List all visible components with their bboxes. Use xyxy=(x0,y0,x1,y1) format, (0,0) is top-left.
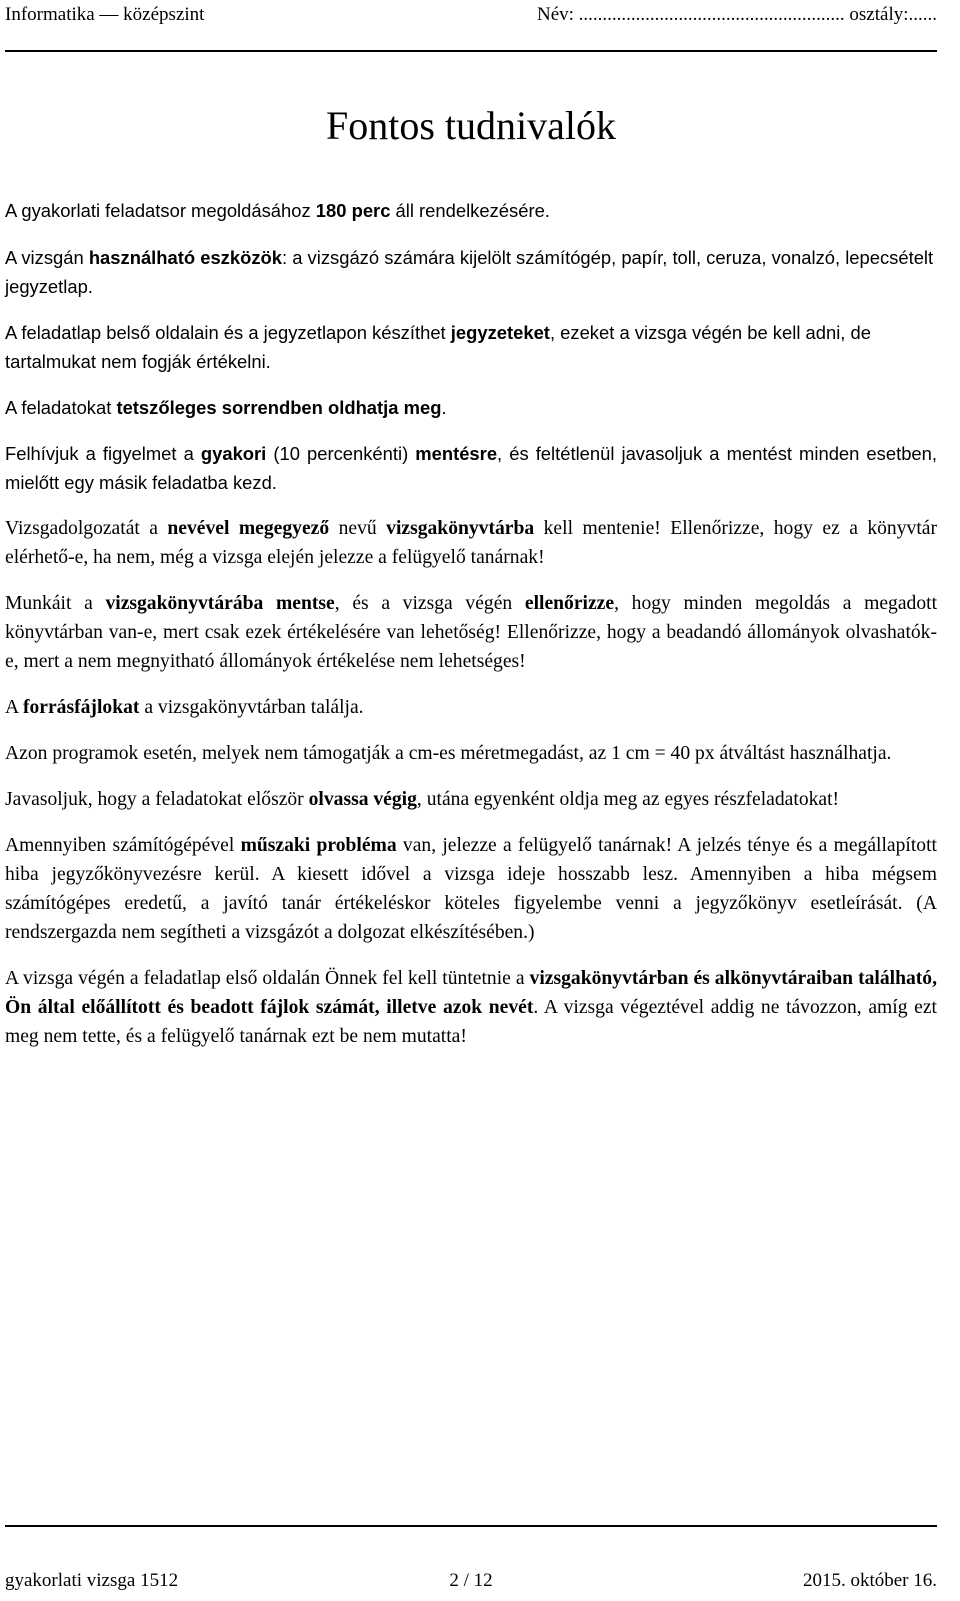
paragraph-read-through xyxy=(5,785,937,814)
text-bold: jegyzeteket xyxy=(450,322,550,343)
page-footer xyxy=(5,1566,937,1598)
text: a vizsgakönyvtárban találja. xyxy=(139,697,364,718)
footer-divider xyxy=(5,1525,937,1527)
text: Vizsgadolgozatát a xyxy=(5,518,168,539)
text: A feladatlap belső oldalain és a jegyzetlapon készíthet xyxy=(5,322,451,343)
text: A gyakorlati feladatsor megoldásához xyxy=(5,200,316,221)
text: áll rendelkezésére. xyxy=(390,200,550,221)
text: . xyxy=(441,397,447,418)
paragraph-tools xyxy=(5,243,937,301)
text: A feladatokat xyxy=(5,397,117,418)
text-bold: nevével megegyező xyxy=(167,518,330,539)
footer-exam-code: gyakorlati vizsga 1512 xyxy=(5,1570,179,1591)
paragraph-check xyxy=(5,589,937,676)
paragraph-units xyxy=(5,739,937,768)
text-bold: mentésre xyxy=(415,443,498,464)
page-header xyxy=(5,0,937,34)
instructions-body xyxy=(5,196,937,1051)
text-bold: gyakori xyxy=(200,443,267,464)
paragraph-time xyxy=(5,196,937,225)
paragraph-folder xyxy=(5,514,937,572)
paragraph-notes xyxy=(5,318,937,376)
text: Javasoljuk, hogy a feladatokat először xyxy=(5,789,309,810)
header-name-class-field: Név: ........................................................ osztály:...... xyxy=(536,4,937,25)
text-bold: tetszőleges sorrendben oldhatja meg xyxy=(116,397,442,418)
text: Felhívjuk a figyelmet a xyxy=(5,443,201,464)
paragraph-file-count xyxy=(5,964,937,1051)
header-divider xyxy=(5,50,937,52)
text: (10 percenkénti) xyxy=(266,443,416,464)
text: , hogy minden megoldás a megadott könyvtárban van-e, mert csak ezek értékelésére van lehetőség! Ellenőrizze, hogy a beadandó állományok olvashatók-e, mert a nem megnyitható állományok értékelése nem lehetséges! xyxy=(5,593,938,672)
text-bold: használható eszközök xyxy=(88,247,282,268)
text: : a vizsgázó számára kijelölt számítógép, papír, toll, ceruza, vonalzó, lepecsételt jegyzetlap. xyxy=(5,247,934,297)
text: Azon programok esetén, melyek nem támogatják a cm-es méretmegadást, az 1 cm = 40 px átváltást használhatja. xyxy=(5,743,892,764)
text: Amennyiben számítógépével xyxy=(5,835,241,856)
text: A vizsgán xyxy=(5,247,89,268)
paragraph-source-files xyxy=(5,693,937,722)
paragraph-saving xyxy=(5,439,937,497)
text: van, jelezze a felügyelő tanárnak! A jelzés ténye és a megállapított hiba jegyzőkönyvezésre kerül. A kiesett idővel a vizsga ideje hosszabb lesz. Amennyiben a hiba mégsem számítógépes eredetű, a javító tanár értékeléskor köteles figyelembe venni a jegyzőkönyv esetleírását. (A rendszergazda nem segítheti a vizsgázót a dolgozat elkészítésében.) xyxy=(5,835,937,943)
text: , utána egyenként oldja meg az egyes részfeladatokat! xyxy=(416,789,840,810)
footer-page-number: 2 / 12 xyxy=(449,1570,493,1591)
header-subject: Informatika — középszint xyxy=(5,4,205,25)
text-bold: vizsgakönyvtárába mentse xyxy=(105,593,335,614)
text-bold: ellenőrizze xyxy=(524,593,615,614)
paragraph-technical-problem xyxy=(5,831,937,947)
text: A vizsga végén a feladatlap első oldalán Önnek fel kell tüntetnie a xyxy=(5,968,530,989)
text-bold: 180 perc xyxy=(315,200,391,221)
text-bold: vizsgakönyvtárba xyxy=(386,518,535,539)
text: kell mentenie! Ellenőrizze, hogy ez a könyvtár elérhető-e, ha nem, még a vizsga elején jelezze a felügyelő tanárnak! xyxy=(5,518,937,568)
text-bold: vizsgakönyvtárban és alkönyvtáraiban található, Ön által előállított és beadott fájlok számát, illetve azok nevét xyxy=(5,968,937,1018)
text: . A vizsga végeztével addig ne távozzon, amíg ezt meg nem tette, és a felügyelő tanárnak ezt be nem mutatta! xyxy=(5,997,937,1047)
footer-date: 2015. október 16. xyxy=(802,1570,937,1591)
text: , és a vizsga végén xyxy=(334,593,525,614)
text: A xyxy=(5,697,23,718)
page-title: Fontos tudnivalók xyxy=(325,103,617,148)
text-bold: műszaki probléma xyxy=(240,835,397,856)
text-bold: forrásfájlokat xyxy=(22,697,140,718)
text: , és feltétlenül javasoljuk a mentést minden esetben, mielőtt egy másik feladatba kezd. xyxy=(5,443,937,493)
paragraph-order xyxy=(5,393,937,422)
text: nevű xyxy=(329,518,387,539)
text-bold: olvassa végig xyxy=(308,789,417,810)
text: Munkáit a xyxy=(5,593,106,614)
text: , ezeket a vizsga végén be kell adni, de tartalmukat nem fogják értékelni. xyxy=(5,322,871,372)
